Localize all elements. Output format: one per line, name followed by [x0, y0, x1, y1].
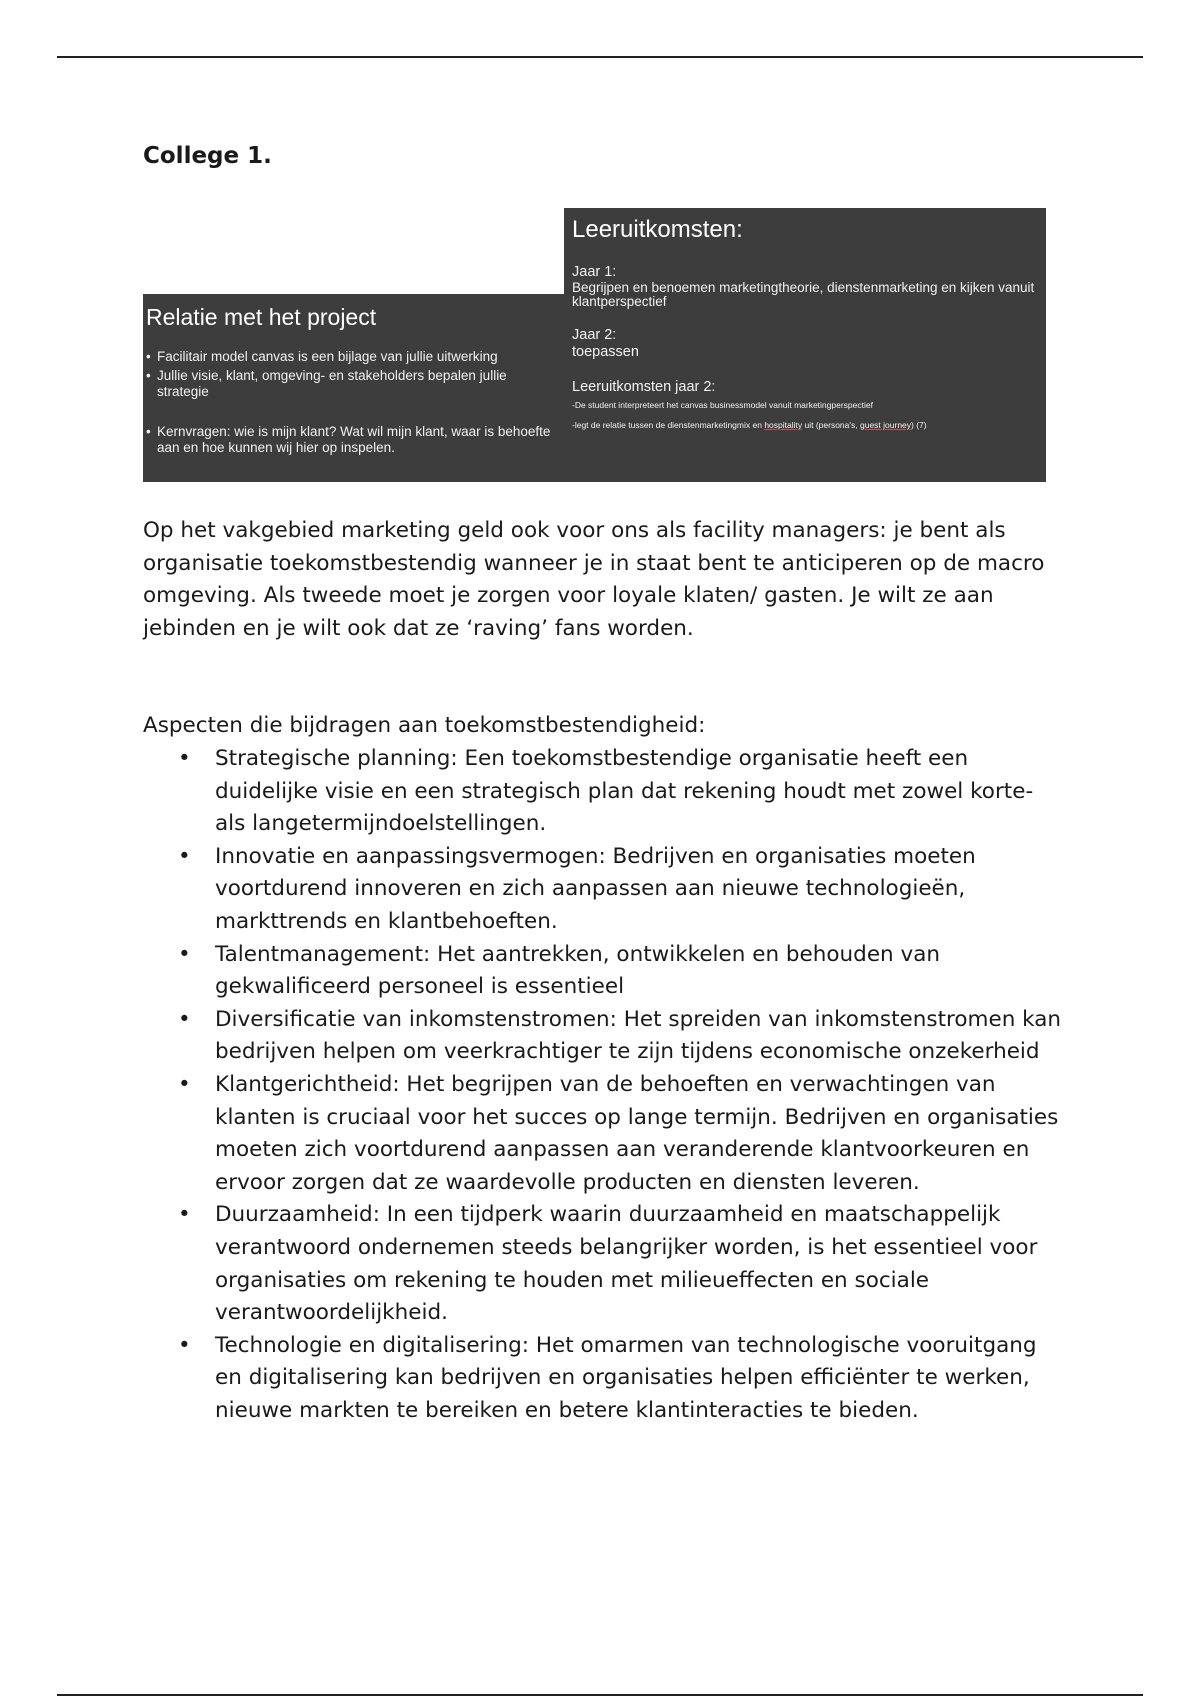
year1-block [572, 264, 1038, 309]
year2-label: Jaar 2: [572, 327, 617, 343]
aspect-text: Technologie en digitalisering: Het omarmen van technologische vooruitgang en digitalisering kan bedrijven en organisaties helpen efficiënter te werken, nieuwe markten te bereiken en betere klantinteracties te bieden. [215, 1332, 1037, 1423]
bullet-icon: • [178, 746, 191, 771]
aspects-list [143, 743, 1063, 1427]
slide-bullet: • Kernvragen: wie is mijn klant? Wat wil mijn klant, waar is behoefte aan en hoe kunnen wij hier op inspelen. [146, 424, 560, 456]
bullet-icon: • [178, 941, 191, 967]
slide-bullet: • Jullie visie, klant, omgeving- en stakeholders bepalen jullie strategie [146, 368, 560, 400]
aspect-text: Innovatie en aanpassingsvermogen: Bedrijven en organisaties moeten voortdurend innoveren en zich aanpassen aan nieuwe technologieën, markttrends en klantbehoeften. [215, 843, 976, 934]
bullet-icon: • [178, 1332, 191, 1358]
bullet-icon: • [178, 843, 191, 869]
outcome-item [572, 420, 1038, 430]
bullet-icon: • [178, 1006, 191, 1032]
aspect-item [143, 1004, 1063, 1069]
slide-title: Leeruitkomsten: [572, 216, 743, 243]
year2-block [572, 327, 1038, 361]
slide-bullet-list [146, 349, 560, 456]
slide-image-learning-outcomes [564, 208, 1046, 482]
slide-title: Relatie met het project [146, 304, 377, 330]
aspect-text: Talentmanagement: Het aantrekken, ontwikkelen en behouden van gekwalificeerd personeel is essentieel [215, 941, 941, 1000]
aspect-item [143, 1199, 1063, 1329]
aspect-text: Strategische planning: Een toekomstbestendige organisatie heeft een duidelijke visie en een strategisch plan dat rekening houdt met zowel korte- als langetermijndoelstellingen. [215, 746, 1034, 837]
outcome-text: uit (persona's, [802, 420, 860, 430]
slide-bullet: • Facilitair model canvas is een bijlage van jullie uitwerking [146, 349, 560, 365]
outcomes-label: Leeruitkomsten jaar 2: [572, 379, 716, 395]
intro-paragraph: Op het vakgebied marketing geld ook voor ons als facility managers: je bent als organisatie toekomstbestendig wanneer je in staat bent te anticiperen op de macro omgeving. Als tweede moet je zorgen voor loyale klaten/ gasten. Je wilt ze aan jebinden en je wilt ook dat ze ‘raving’ fans worden. [143, 518, 1045, 641]
aspect-item [143, 939, 1063, 1004]
header-rule [57, 56, 1143, 58]
outcome-underlined-term: guest journey [859, 420, 912, 430]
outcome-text: ) (7) [911, 420, 927, 430]
aspect-item [143, 1069, 1063, 1199]
aspect-text: Klantgerichtheid: Het begrijpen van de behoeften en verwachtingen van klanten is cruciaal voor het succes op lange termijn. Bedrijven en organisaties moeten zich voortdurend aanpassen aan veranderende klantvoorkeuren en ervoor zorgen dat ze waardevolle producten en diensten leveren. [215, 1071, 1059, 1195]
aspect-text: Diversificatie van inkomstenstromen: Het spreiden van inkomstenstromen kan bedrijven helpen om veerkrachtiger te zijn tijdens economische onzekerheid [215, 1006, 1062, 1065]
bullet-icon: • [178, 1071, 191, 1097]
aspects-lead: Aspecten die bijdragen aan toekomstbestendigheid: [143, 713, 706, 738]
aspect-item [143, 841, 1063, 939]
bullet-icon: • [178, 1202, 191, 1228]
aspect-item [143, 743, 1063, 841]
outcome-underlined-term: hospitality [764, 420, 803, 430]
outcome-text: -legt de relatie tussen de dienstenmarketingmix en [572, 420, 765, 430]
year1-text: Begrijpen en benoemen marketingtheorie, dienstenmarketing en kijken vanuit klantperspectief [572, 280, 1035, 309]
footer-rule [57, 1694, 1143, 1696]
page-heading: College 1. [143, 143, 272, 169]
outcome-item: -De student interpreteert het canvas businessmodel vanuit marketingperspectief [572, 400, 873, 410]
year1-label: Jaar 1: [572, 264, 617, 280]
aspect-item [143, 1330, 1063, 1428]
aspect-text: Duurzaamheid: In een tijdperk waarin duurzaamheid en maatschappelijk verantwoord ondernemen steeds belangrijker worden, is het essentieel voor organisaties om rekening te houden met milieueffecten en sociale verantwoordelijkheid. [215, 1202, 1038, 1326]
year2-text: toepassen [572, 344, 639, 360]
slide-image-project-relation [143, 294, 564, 482]
